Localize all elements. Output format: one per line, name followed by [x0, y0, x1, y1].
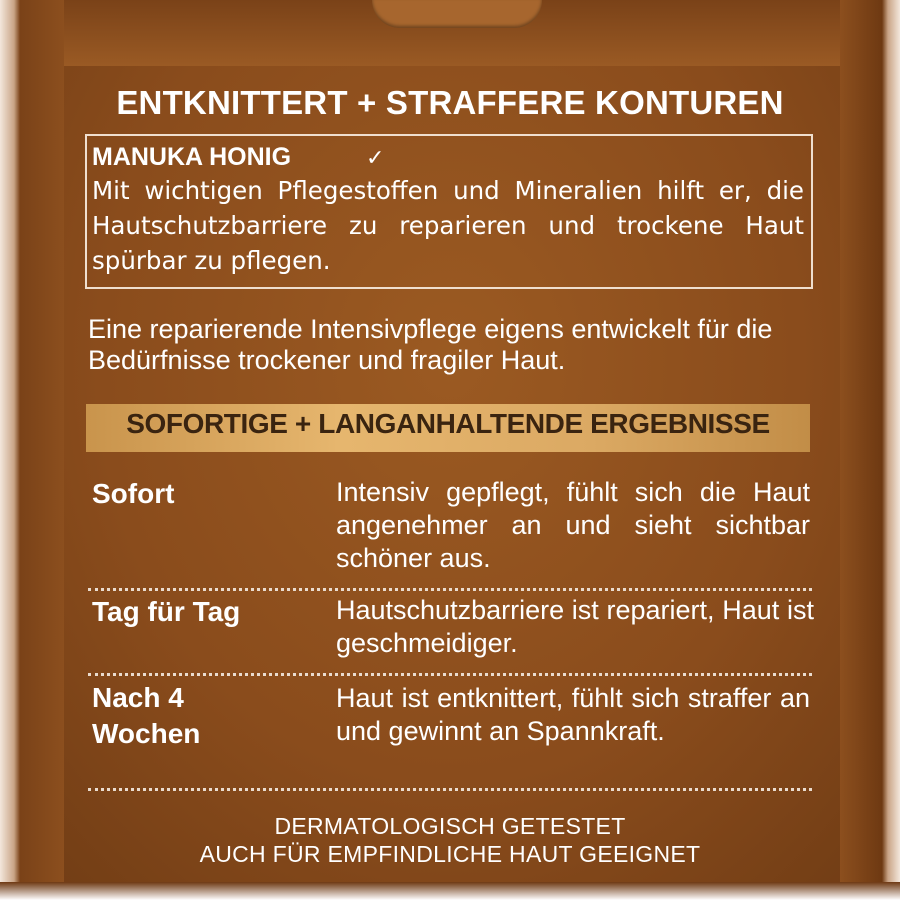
manuka-description: Mit wichtigen Pflegestoffen und Mineralien hilft er, die Hautschutzbarriere zu reparieren und trockene Haut spürbar zu pflegen. [92, 176, 804, 275]
results-heading: SOFORTIGE + LANGANHALTENDE ERGEBNISSE [126, 408, 770, 439]
result-text-nach-4-wochen: Haut ist entknittert, fühlt sich straffer an und gewinnt an Spannkraft. [336, 683, 810, 746]
manuka-title: MANUKA HONIG [92, 143, 292, 171]
intro-text: Eine reparierende Intensivpflege eigens entwickelt für die Bedürfnisse trockener und fragiler Haut. [88, 314, 773, 375]
box-left-edge [0, 0, 64, 900]
result-label-tag-fuer-tag: Tag für Tag [92, 596, 241, 627]
row-divider [88, 788, 812, 791]
box-bottom-edge [0, 882, 900, 900]
footer-line-2: AUCH FÜR EMPFINDLICHE HAUT GEEIGNET [199, 841, 701, 867]
result-label-sofort: Sofort [92, 478, 175, 509]
result-text-tag-fuer-tag: Hautschutzbarriere ist repariert, Haut ist geschmeidiger. [336, 595, 814, 658]
box-right-edge [840, 0, 900, 900]
row-divider [88, 673, 812, 676]
result-label-nach-4-wochen: Nach 4 Wochen [92, 682, 201, 749]
footer-line-1: DERMATOLOGISCH GETESTET [274, 813, 626, 839]
embossed-logo-icon [372, 0, 542, 28]
check-icon: ✓ [366, 146, 385, 171]
headline: ENTKNITTERT + STRAFFERE KONTUREN [116, 84, 784, 121]
row-divider [88, 588, 812, 591]
result-text-sofort: Intensiv gepflegt, fühlt sich die Haut angenehmer an und sieht sichtbar schöner aus. [336, 477, 810, 573]
